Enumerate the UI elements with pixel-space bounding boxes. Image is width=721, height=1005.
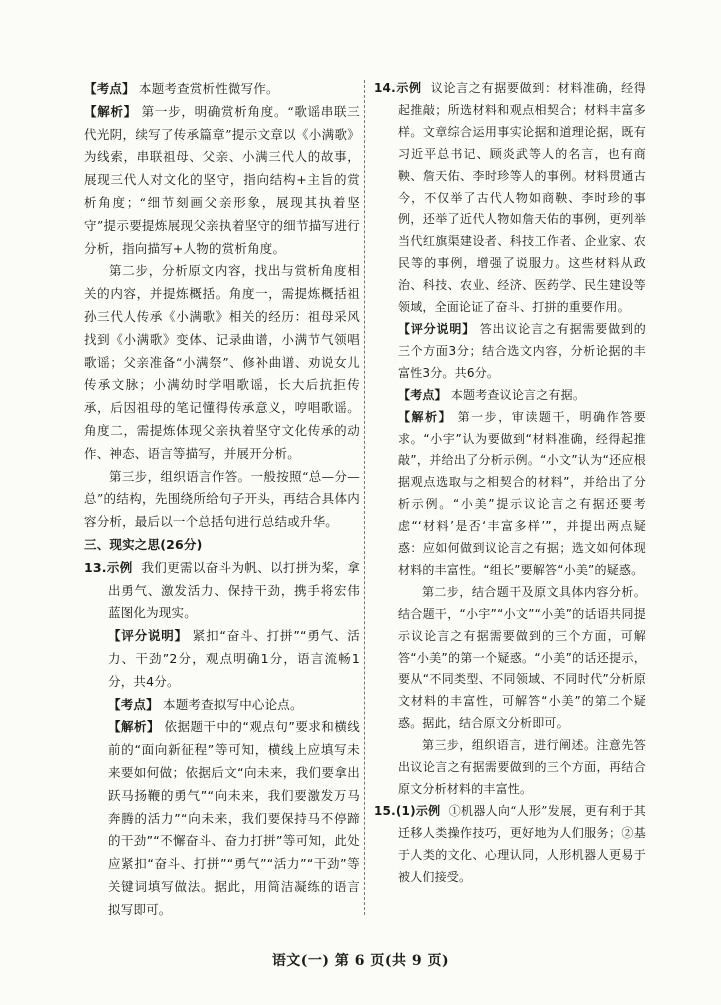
right-column	[374, 78, 646, 889]
jiexi-tag: 【解析】	[398, 409, 453, 424]
q14-scoring	[398, 319, 646, 385]
left-column	[84, 78, 360, 921]
q15-example-tag: 示例	[415, 803, 441, 818]
q14-kaodian	[398, 385, 646, 407]
kaodian-tag: 【考点】	[108, 696, 159, 712]
question-14-answer	[374, 78, 646, 319]
jiexi-12-step3: 第三步，组织语言作答。一般按照“总—分—总”的结构，先围绕所给句子开头，再结合具体内容分析，最后以一个总括句进行总结或升华。	[84, 468, 360, 530]
page-footer: 语文(一) 第 6 页(共 9 页)	[271, 953, 450, 969]
section-heading-3: 三、现实之思(26分)	[84, 536, 203, 552]
q14-example-tag: 示例	[395, 81, 422, 95]
question-13-answer	[84, 557, 360, 625]
jiexi-12-step2: 第二步，分析原文内容，找出与赏析角度相关的内容，并提炼概括。角度一，需提炼概括祖孙三代人传承《小满歌》相关的经历：祖母采风找到《小满歌》变体、记录曲谱，小满节气领唱歌谣；父亲准备“小满祭”、修补曲谱、劝说女儿传承文脉；小满幼时学唱歌谣，长大后抗拒传承，后因祖母的笔记懂得传承意义，哼唱歌谣。角度二，需提炼体现父亲执着坚守文化传承的动作、神态、语言等描写，并展开分析。	[84, 263, 360, 461]
jiexi-tag: 【解析】	[108, 719, 160, 735]
q13-notes	[84, 625, 360, 921]
q14-number: 14.	[374, 81, 396, 95]
kaodian-tag: 【考点】	[398, 387, 447, 402]
q14-jiexi-step1	[398, 407, 646, 582]
q14-jiexi-step2: 第二步，结合题干及原文具体内容分析。结合题干，“小宇”“小文”“小美”的话语共同提示议论言之有据需要做到的三个方面，可解答“小美”的第一个疑惑。“小美”的话还提示，要从“不同类型、不同领域、不同时代”分析原文材料的丰富性，可解答“小美”的第二个疑惑。据此，结合原文分析即可。	[398, 584, 646, 731]
scoring-text: 答出议论言之有据需要做到的三个方面3分；结合选文内容，分析论据的丰富性3分。共6分。	[398, 321, 646, 380]
scoring-text: 紧扣“奋斗、打拼”“勇气、活力、干劲”2分，观点明确1分，语言流畅1分，共4分。	[108, 628, 360, 689]
q14-example-text: 议论言之有据要做到：材料准确，经得起推敲；所选材料和观点相契合；材料丰富多样。文章综合运用事实论据和道理论据，既有习近平总书记、顾炎武等人的名言，也有商鞅、詹天佑、李时珍等人的事例。材料贯通古今，不仅举了古代人物如商鞅、李时珍的事例，还举了近代人物如詹天佑的事例，更列举当代红旗渠建设者、科技工作者、企业家、农民等的事例，增强了说服力。这些材料从政治、科技、农业、经济、医药学、民生建设等领域，全面论证了奋斗、打拼的重要作用。	[398, 81, 646, 315]
jiexi-tag: 【解析】	[84, 103, 137, 119]
jiexi-step1-text: 第一步，审读题干，明确作答要求。“小宇”认为要做到“材料准确，经得起推敲”，并给出了分析示例。“小文”认为“还应根据观点选取与之相契合的材料”，并给出了分析示例。“小美”提示议论言之有据还要考虑“‘材料’是否‘丰富多样’”，并提出两点疑惑：应如何做到议论言之有据；选文如何体现材料的丰富性。“组长”要解答“小美”的疑惑。	[398, 409, 646, 577]
q13-scoring	[108, 625, 360, 693]
q15-number: 15.(1)	[374, 803, 416, 818]
scoring-tag: 【评分说明】	[108, 628, 188, 644]
q15-example-text: ①机器人向“人形”发展，更有利于其迁移人类操作技巧，更好地为人们服务；②基于人类的文化、心理认同，人形机器人更易于被人们接受。	[398, 803, 646, 884]
jiexi-step1-text: 第一步，明确赏析角度。“歌谣串联三代光阴，续写了传承篇章”提示文章以《小满歌》为线索，串联祖母、父亲、小满三代人的故事，展现三代人对文化的坚守，指向结构+主旨的赏析角度；“细节刻画父亲形象，展现其执着坚守”提示要提炼展现父亲执着坚守的细节描写进行分析，指向描写+人物的赏析角度。	[84, 103, 360, 256]
q13-kaodian	[108, 694, 360, 717]
question-15-answer	[374, 801, 646, 889]
kaodian-text: 本题考查拟写中心论点。	[163, 696, 303, 712]
jiexi-12-step1	[84, 101, 360, 261]
kaodian-text: 本题考查赏析性微写作。	[139, 81, 279, 96]
q13-example-tag: 示例	[106, 559, 133, 575]
q13-jiexi	[108, 716, 360, 921]
q14-jiexi-step3: 第三步，组织语言，进行阐述。注意先答出议论言之有据需要做到的三个方面，再结合原文分析材料的丰富性。	[398, 738, 646, 796]
jiexi-text: 依据题干中的“观点句”要求和横线前的“面向新征程”等可知，横线上应填写未来要如何做；依据后文“向未来，我们要拿出跃马扬鞭的勇气”“向未来，我们要激发万马奔腾的活力”“向未来，我们要保持马不停蹄的干劲”“不懈奋斗、奋力打拼”等可知，此处应紧扣“奋斗、打拼”“勇气”“活力”“干劲”等关键词填写做法。据此，用简洁凝练的语言拟写即可。	[108, 719, 360, 917]
q13-number: 13.	[84, 559, 107, 575]
kaodian-text: 本题考查议论言之有据。	[450, 387, 586, 402]
kaodian-tag: 【考点】	[84, 81, 135, 96]
kaodian-12	[84, 78, 360, 101]
q14-notes	[374, 319, 646, 801]
q13-example-text: 我们更需以奋斗为帆、以打拼为桨，拿出勇气、激发活力、保持干劲，携手将宏伟蓝图化为现实。	[108, 559, 361, 621]
scoring-tag: 【评分说明】	[398, 321, 476, 336]
column-divider	[364, 80, 365, 915]
